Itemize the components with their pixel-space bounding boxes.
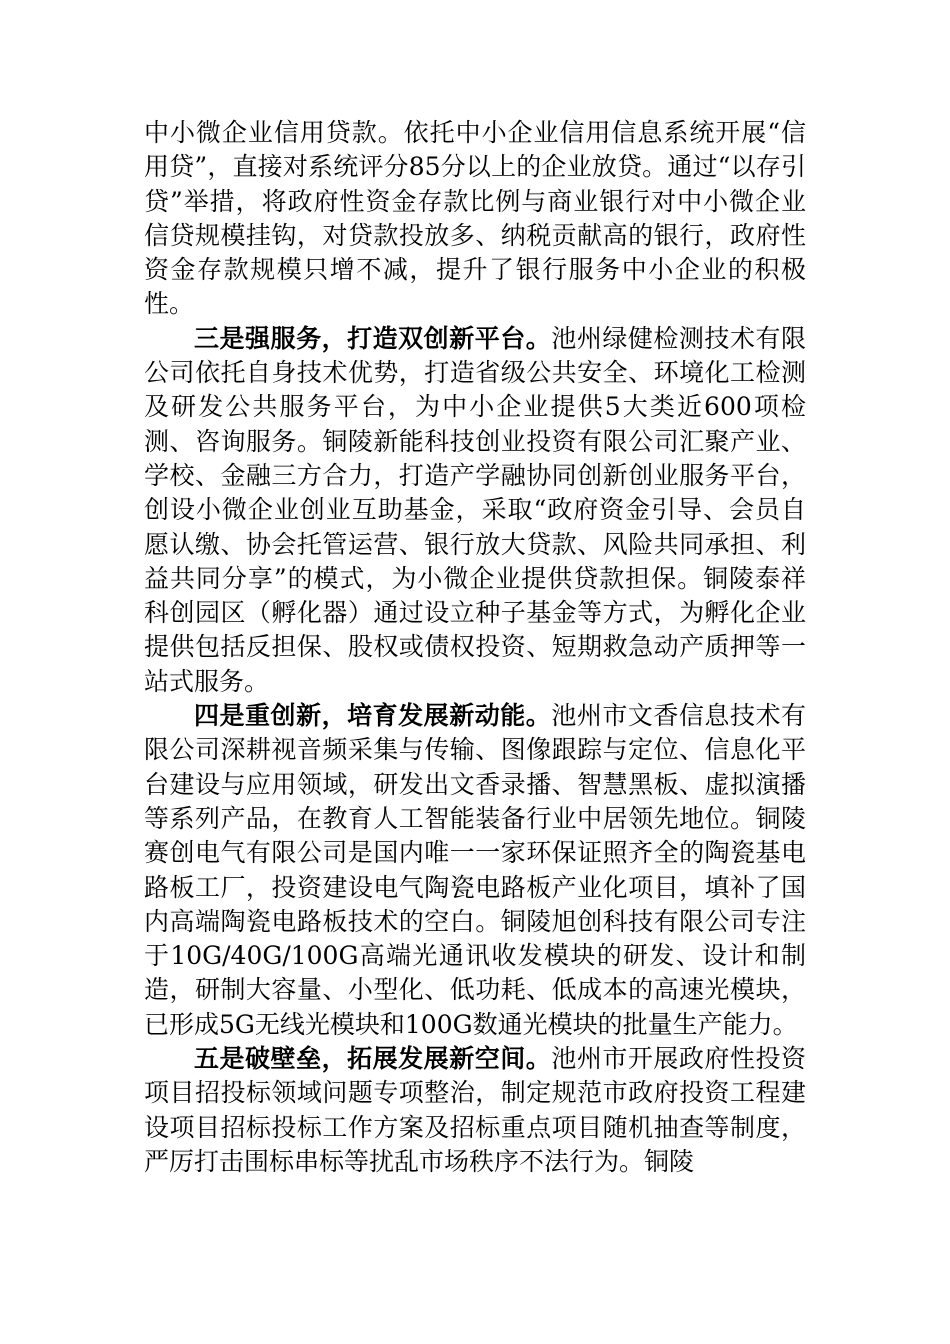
paragraph-continuation (144, 116, 806, 322)
document-body (144, 116, 806, 1179)
paragraph-text: 池州市文香信息技术有限公司深耕视音频采集与传输、图像跟踪与定位、信息化平台建设与应用领域，研发出文香录播、智慧黑板、虚拟演播等系列产品，在教育人工智能装备行业中居领先地位。铜陵赛创电气有限公司是国内唯一一家环保证照齐全的陶瓷基电路板工厂，投资建设电气陶瓷电路板产业化项目，填补了国内高端陶瓷电路板技术的空白。铜陵旭创科技有限公司专注于10G/40G/100G高端光通讯收发模块的研发、设计和制造，研制大容量、小型化、低功耗、低成本的高速光模块，已形成5G无线光模块和100G数通光模块的批量生产能力。 (144, 701, 806, 1039)
paragraph-service-platform (144, 322, 806, 699)
paragraph-barriers (144, 1042, 806, 1179)
paragraph-text: 池州绿健检测技术有限公司依托自身技术优势，打造省级公共安全、环境化工检测及研发公共服务平台，为中小企业提供5大类近600项检测、咨询服务。铜陵新能科技创业投资有限公司汇聚产业、学校、金融三方合力，打造产学融协同创新创业服务平台，创设小微企业创业互助基金，采取“政府资金引导、会员自愿认缴、协会托管运营、银行放大贷款、风险共同承担、利益共同分享”的模式，为小微企业提供贷款担保。铜陵泰祥科创园区（孵化器）通过设立种子基金等方式，为孵化企业提供包括反担保、股权或债权投资、短期救急动产质押等一站式服务。 (144, 323, 806, 696)
paragraph-text: 中小微企业信用贷款。依托中小企业信用信息系统开展“信用贷”，直接对系统评分85分以上的企业放贷。通过“以存引贷”举措，将政府性资金存款比例与商业银行对中小微企业信贷规模挂钩，对贷款投放多、纳税贡献高的银行，政府性资金存款规模只增不减，提升了银行服务中小企业的积极性。 (144, 118, 806, 319)
paragraph-lead: 五是破壁垒，拓展发展新空间。 (194, 1044, 552, 1074)
paragraph-text: 池州市开展政府性投资项目招投标领域问题专项整治，制定规范市政府投资工程建设项目招标投标工作方案及招标重点项目随机抽查等制度，严厉打击围标串标等扰乱市场秩序不法行为。铜陵 (144, 1044, 806, 1176)
paragraph-innovation (144, 699, 806, 1042)
paragraph-lead: 三是强服务，打造双创新平台。 (194, 323, 552, 353)
paragraph-lead: 四是重创新，培育发展新动能。 (194, 701, 552, 731)
